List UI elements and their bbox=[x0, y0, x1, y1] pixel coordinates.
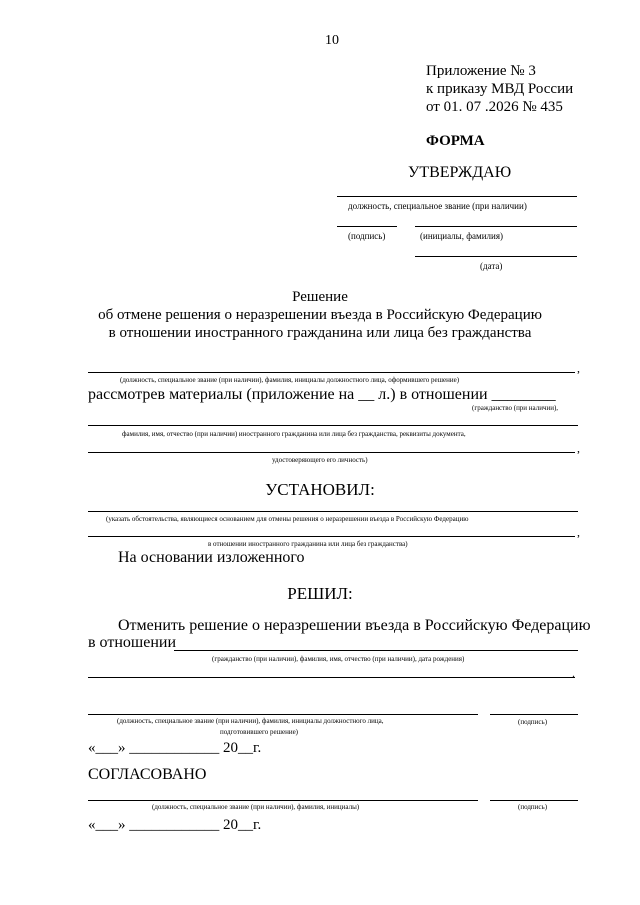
preparer-caption-2: подготовившего решение) bbox=[220, 728, 299, 736]
agreed-title: СОГЛАСОВАНО bbox=[88, 766, 207, 783]
established-caption-1: (указать обстоятельства, являющиеся основанием для отмены решения о неразрешении въезда в Российскую Федерацию bbox=[106, 515, 469, 523]
person-caption: фамилия, имя, отчество (при наличии) иностранного гражданина или лица без гражданства, реквизиты документа, bbox=[122, 430, 466, 438]
agreed-signature-caption: (подпись) bbox=[518, 803, 548, 811]
established-caption-2: в отношении иностранного гражданина или лица без гражданства) bbox=[208, 540, 408, 548]
established-title: УСТАНОВИЛ: bbox=[265, 480, 375, 499]
preparer-date: «___» ____________ 20__г. bbox=[88, 740, 262, 756]
approve-date-line bbox=[415, 256, 577, 257]
basis-text: На основании изложенного bbox=[118, 549, 305, 566]
order-date-number: от 01. 07 .2026 № 435 bbox=[426, 99, 563, 115]
appendix-line: Приложение № 3 bbox=[426, 63, 536, 79]
agreed-line bbox=[88, 800, 478, 801]
reviewed-text: рассмотрев материалы (приложение на __ л.) в отношении ________ bbox=[88, 386, 556, 403]
citizenship-caption: (гражданство (при наличии), bbox=[472, 404, 559, 412]
cancel-text: Отменить решение о неразрешении въезда в Российскую Федерацию bbox=[118, 617, 591, 634]
identity-comma: , bbox=[577, 441, 580, 455]
officer-caption: (должность, специальное звание (при наличии), фамилия, инициалы должностного лица, оформившего решение) bbox=[120, 376, 460, 384]
decision-title: Решение bbox=[292, 289, 348, 305]
approver-signature-caption: (подпись) bbox=[348, 231, 386, 241]
approve-title: УТВЕРЖДАЮ bbox=[408, 164, 512, 181]
form-label: ФОРМА bbox=[426, 133, 485, 149]
approver-position-line bbox=[337, 196, 577, 197]
agreed-signature-line bbox=[490, 800, 578, 801]
officer-comma: , bbox=[577, 361, 580, 375]
identity-caption: удостоверяющего его личность) bbox=[272, 456, 368, 464]
approver-initials-caption: (инициалы, фамилия) bbox=[420, 231, 503, 241]
preparer-line bbox=[88, 714, 478, 715]
order-line: к приказу МВД России bbox=[426, 81, 574, 97]
approve-date-caption: (дата) bbox=[480, 261, 503, 271]
established-line-2 bbox=[88, 536, 575, 537]
decision-subtitle-1: об отмене решения о неразрешении въезда в Российскую Федерацию bbox=[98, 307, 542, 323]
regarding-line-2 bbox=[88, 677, 575, 678]
person-line bbox=[88, 425, 578, 426]
approver-signature-line bbox=[337, 226, 397, 227]
officer-line bbox=[88, 372, 575, 373]
established-comma: , bbox=[577, 525, 580, 539]
regarding-text: в отношении bbox=[88, 634, 177, 651]
decided-title: РЕШИЛ: bbox=[287, 584, 353, 603]
decision-subtitle-2: в отношении иностранного гражданина или лица без гражданства bbox=[108, 325, 532, 341]
agreed-caption: (должность, специальное звание (при наличии), фамилия, инициалы) bbox=[152, 803, 360, 811]
regarding-period: . bbox=[572, 666, 575, 680]
preparer-signature-line bbox=[490, 714, 578, 715]
agreed-date: «___» ____________ 20__г. bbox=[88, 817, 262, 833]
regarding-caption: (гражданство (при наличии), фамилия, имя, отчество (при наличии), дата рождения) bbox=[212, 655, 465, 663]
approver-initials-line bbox=[415, 226, 577, 227]
regarding-line bbox=[174, 650, 578, 651]
page-number: 10 bbox=[325, 33, 339, 48]
preparer-signature-caption: (подпись) bbox=[518, 718, 548, 726]
preparer-caption-1: (должность, специальное звание (при наличии), фамилия, инициалы должностного лица, bbox=[117, 717, 384, 725]
established-line-1 bbox=[88, 511, 578, 512]
identity-line bbox=[88, 452, 575, 453]
approver-position-caption: должность, специальное звание (при наличии) bbox=[348, 201, 527, 211]
